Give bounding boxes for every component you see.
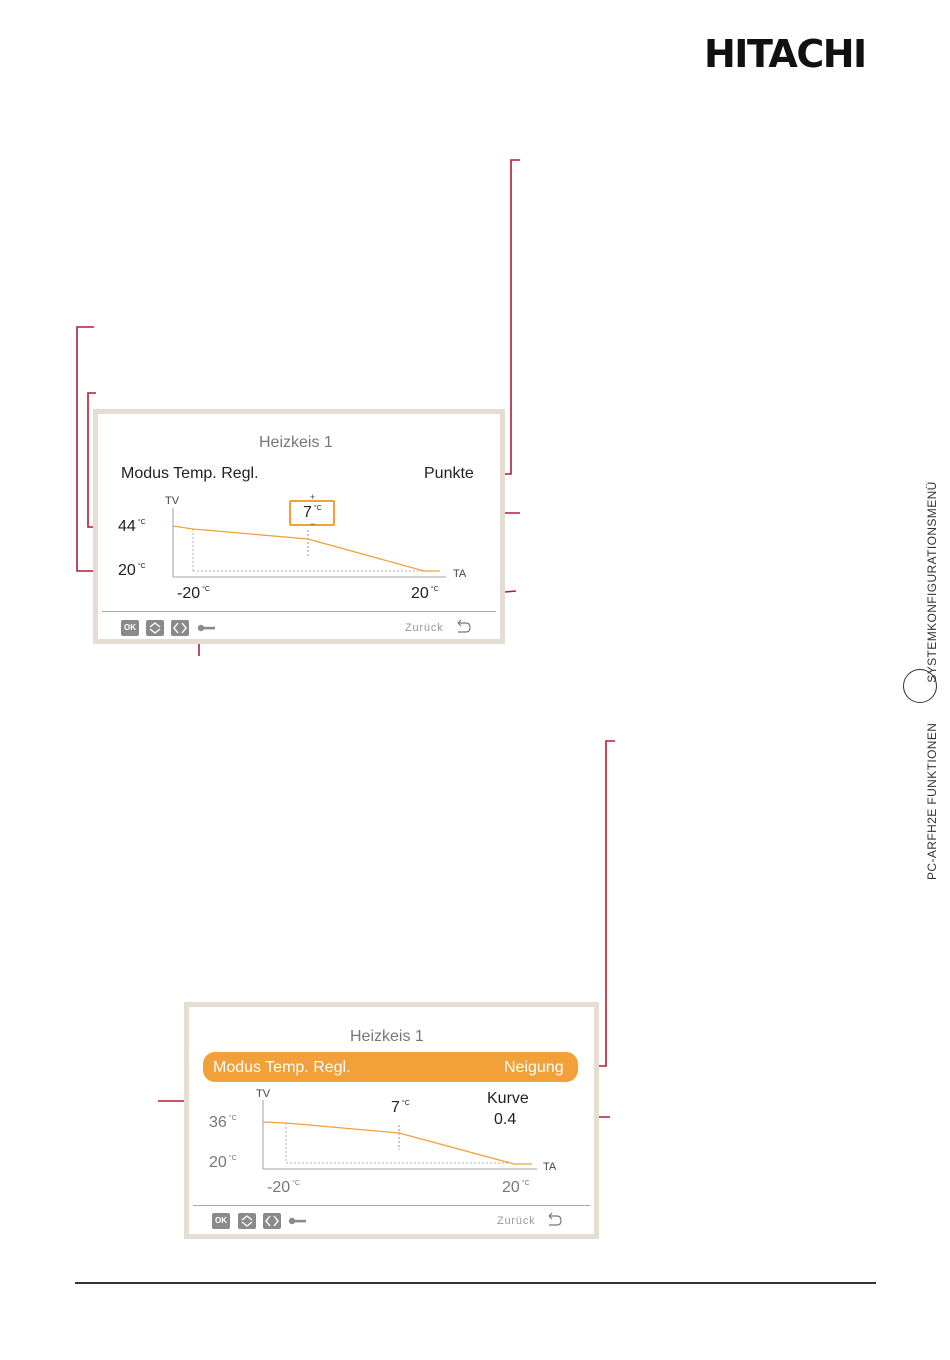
unit-label: °C: [292, 1180, 300, 1187]
unit-label: °C: [202, 586, 210, 593]
setpoint-number: 7: [391, 1099, 400, 1116]
back-label[interactable]: Zurück: [497, 1215, 536, 1227]
footer-rule: [75, 1282, 876, 1284]
unit-label: °C: [228, 1155, 237, 1162]
mode-label: Modus Temp. Regl.: [121, 465, 259, 482]
back-arrow-icon[interactable]: [545, 1211, 563, 1232]
x-axis-label: TA: [543, 1161, 557, 1173]
unit-label: °C: [137, 519, 146, 526]
unit-label: °C: [228, 1115, 237, 1122]
sidebar-product-label: PC-ARFH2E FUNKTIONEN: [925, 722, 939, 880]
mode-value[interactable]: Punkte: [424, 465, 474, 482]
hitachi-logo: HITACHI: [704, 32, 866, 76]
sidebar-section-label: SYSTEMKONFIGURATIONSMENÜ: [925, 481, 939, 683]
ok-button[interactable]: OK: [121, 620, 139, 636]
ta-min-number: -20: [177, 585, 201, 602]
ok-button[interactable]: OK: [212, 1213, 230, 1229]
tv-max-number: 44: [118, 518, 136, 535]
mode-value[interactable]: Neigung: [504, 1059, 564, 1076]
unit-label: °C: [313, 505, 322, 512]
y-axis-label: TV: [165, 495, 180, 507]
unit-label: °C: [137, 563, 146, 570]
tv-max-number: 36: [209, 1114, 227, 1131]
footer-divider: [193, 1205, 590, 1206]
left-right-arrows-icon[interactable]: [263, 1213, 281, 1229]
unit-label: °C: [401, 1100, 410, 1107]
curve-value[interactable]: 0.4: [494, 1111, 517, 1128]
ta-min-number: -20: [267, 1179, 291, 1196]
screen-title: Heizkeis 1: [350, 1028, 424, 1045]
decrease-mark[interactable]: −: [310, 519, 316, 529]
increase-mark[interactable]: +: [310, 492, 316, 502]
mode-label: Modus Temp. Regl.: [213, 1059, 351, 1076]
up-down-arrows-icon[interactable]: [238, 1213, 256, 1229]
screen-title: Heizkeis 1: [259, 434, 333, 451]
unit-label: °C: [430, 586, 439, 593]
curve-label: Kurve: [487, 1090, 529, 1107]
y-axis-label: TV: [256, 1088, 271, 1100]
tv-min-number: 20: [209, 1154, 227, 1171]
tv-min-number: 20: [118, 562, 136, 579]
ta-max-number: 20: [411, 585, 429, 602]
x-axis-label: TA: [453, 568, 467, 580]
unit-label: °C: [521, 1180, 530, 1187]
back-label[interactable]: Zurück: [405, 622, 444, 634]
wrench-icon[interactable]: [288, 1214, 308, 1233]
ta-max-number: 20: [502, 1179, 520, 1196]
setpoint-number: 7: [303, 504, 312, 521]
